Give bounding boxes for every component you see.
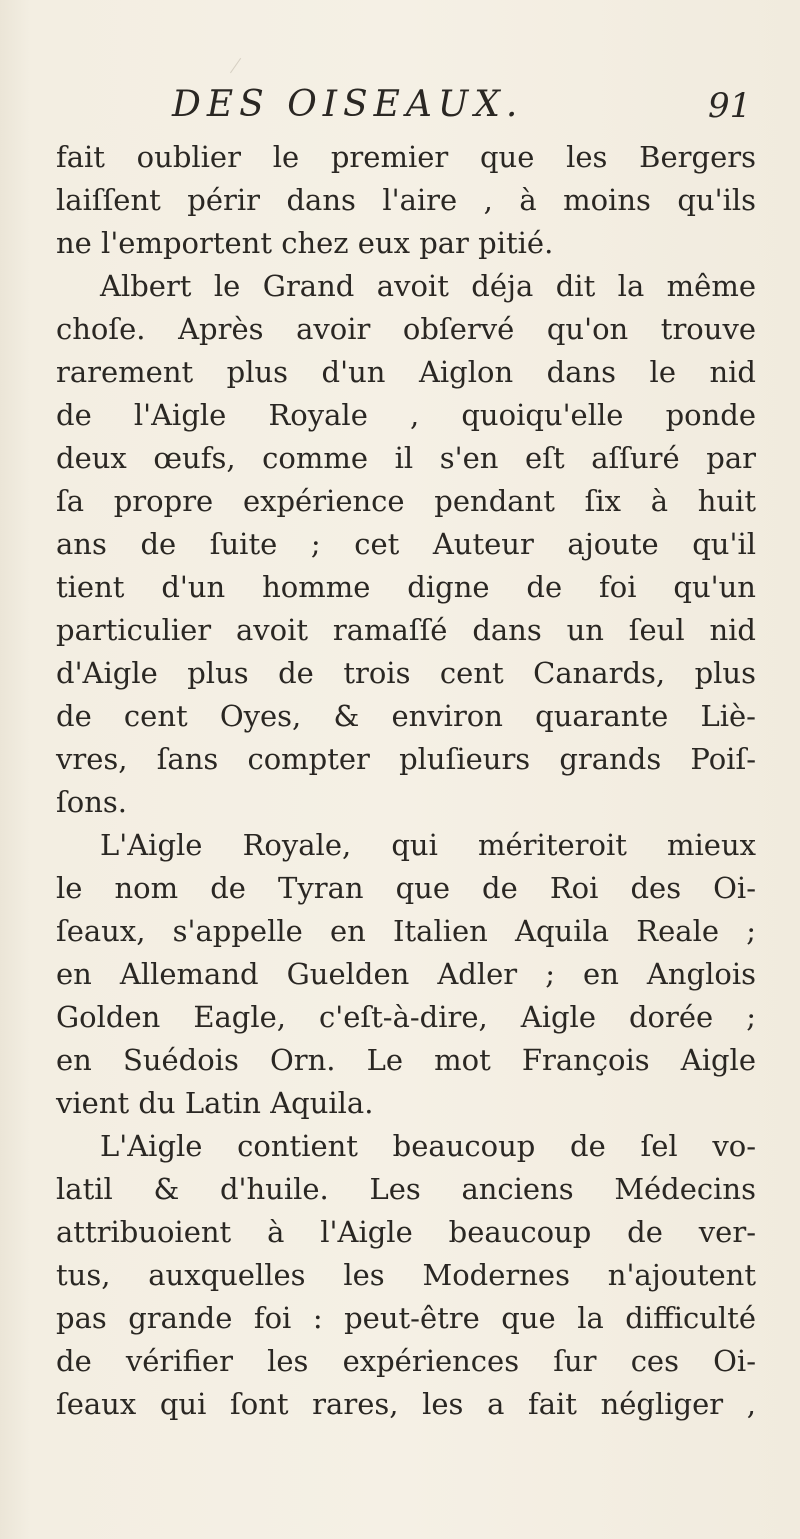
text-line: fait oublier le premier que les Bergers (56, 140, 756, 174)
text-line: ſons. (56, 785, 127, 819)
page-number: 91 (708, 86, 752, 126)
text-line: vient du Latin Aquila. (56, 1086, 374, 1120)
text-line: tient d'un homme digne de foi qu'un (56, 570, 756, 604)
text-line: ſa propre expérience pendant ſix à huit (56, 484, 756, 518)
page-header (0, 84, 800, 136)
text-line: tus, auxquelles les Modernes n'ajoutent (56, 1258, 756, 1292)
text-line: vres, ſans compter pluſieurs grands Poiſ- (56, 742, 756, 776)
text-line: le nom de Tyran que de Roi des Oi- (56, 871, 756, 905)
text-line: rarement plus d'un Aiglon dans le nid (56, 355, 756, 389)
text-line: latil & d'huile. Les anciens Médecins (56, 1172, 756, 1206)
text-line: ſeaux, s'appelle en Italien Aquila Reale ; (56, 914, 756, 948)
text-line: en Suédois Orn. Le mot François Aigle (56, 1043, 756, 1077)
text-line: de cent Oyes, & environ quarante Liè- (56, 699, 756, 733)
text-line: de l'Aigle Royale , quoiqu'elle ponde (56, 398, 756, 432)
text-line: L'Aigle Royale, qui mériteroit mieux (100, 828, 756, 862)
text-line: pas grande foi : peut-être que la difficulté (56, 1301, 756, 1335)
text-line: deux œufs, comme il s'en eſt aſſuré par (56, 441, 756, 475)
running-title: DES OISEAUX. (172, 84, 524, 125)
text-line: choſe. Après avoir obſervé qu'on trouve (56, 312, 756, 346)
text-line: particulier avoit ramaſſé dans un ſeul nid (56, 613, 756, 647)
text-line: laiſſent périr dans l'aire , à moins qu'ils (56, 183, 756, 217)
text-line: Golden Eagle, c'eſt-à-dire, Aigle dorée ; (56, 1000, 756, 1034)
body-text (56, 136, 756, 1426)
text-line: ſeaux qui ſont rares, les a fait négliger , (56, 1387, 756, 1421)
text-line: en Allemand Guelden Adler ; en Anglois (56, 957, 756, 991)
text-line: de vérifier les expériences ſur ces Oi- (56, 1344, 756, 1378)
text-line: ans de ſuite ; cet Auteur ajoute qu'il (56, 527, 756, 561)
text-line: d'Aigle plus de trois cent Canards, plus (56, 656, 756, 690)
text-line: attribuoient à l'Aigle beaucoup de ver- (56, 1215, 756, 1249)
text-line: Albert le Grand avoit déja dit la même (100, 269, 756, 303)
page-mark (230, 58, 251, 80)
text-line: L'Aigle contient beaucoup de ſel vo- (100, 1129, 756, 1163)
text-line: ne l'emportent chez eux par pitié. (56, 226, 554, 260)
